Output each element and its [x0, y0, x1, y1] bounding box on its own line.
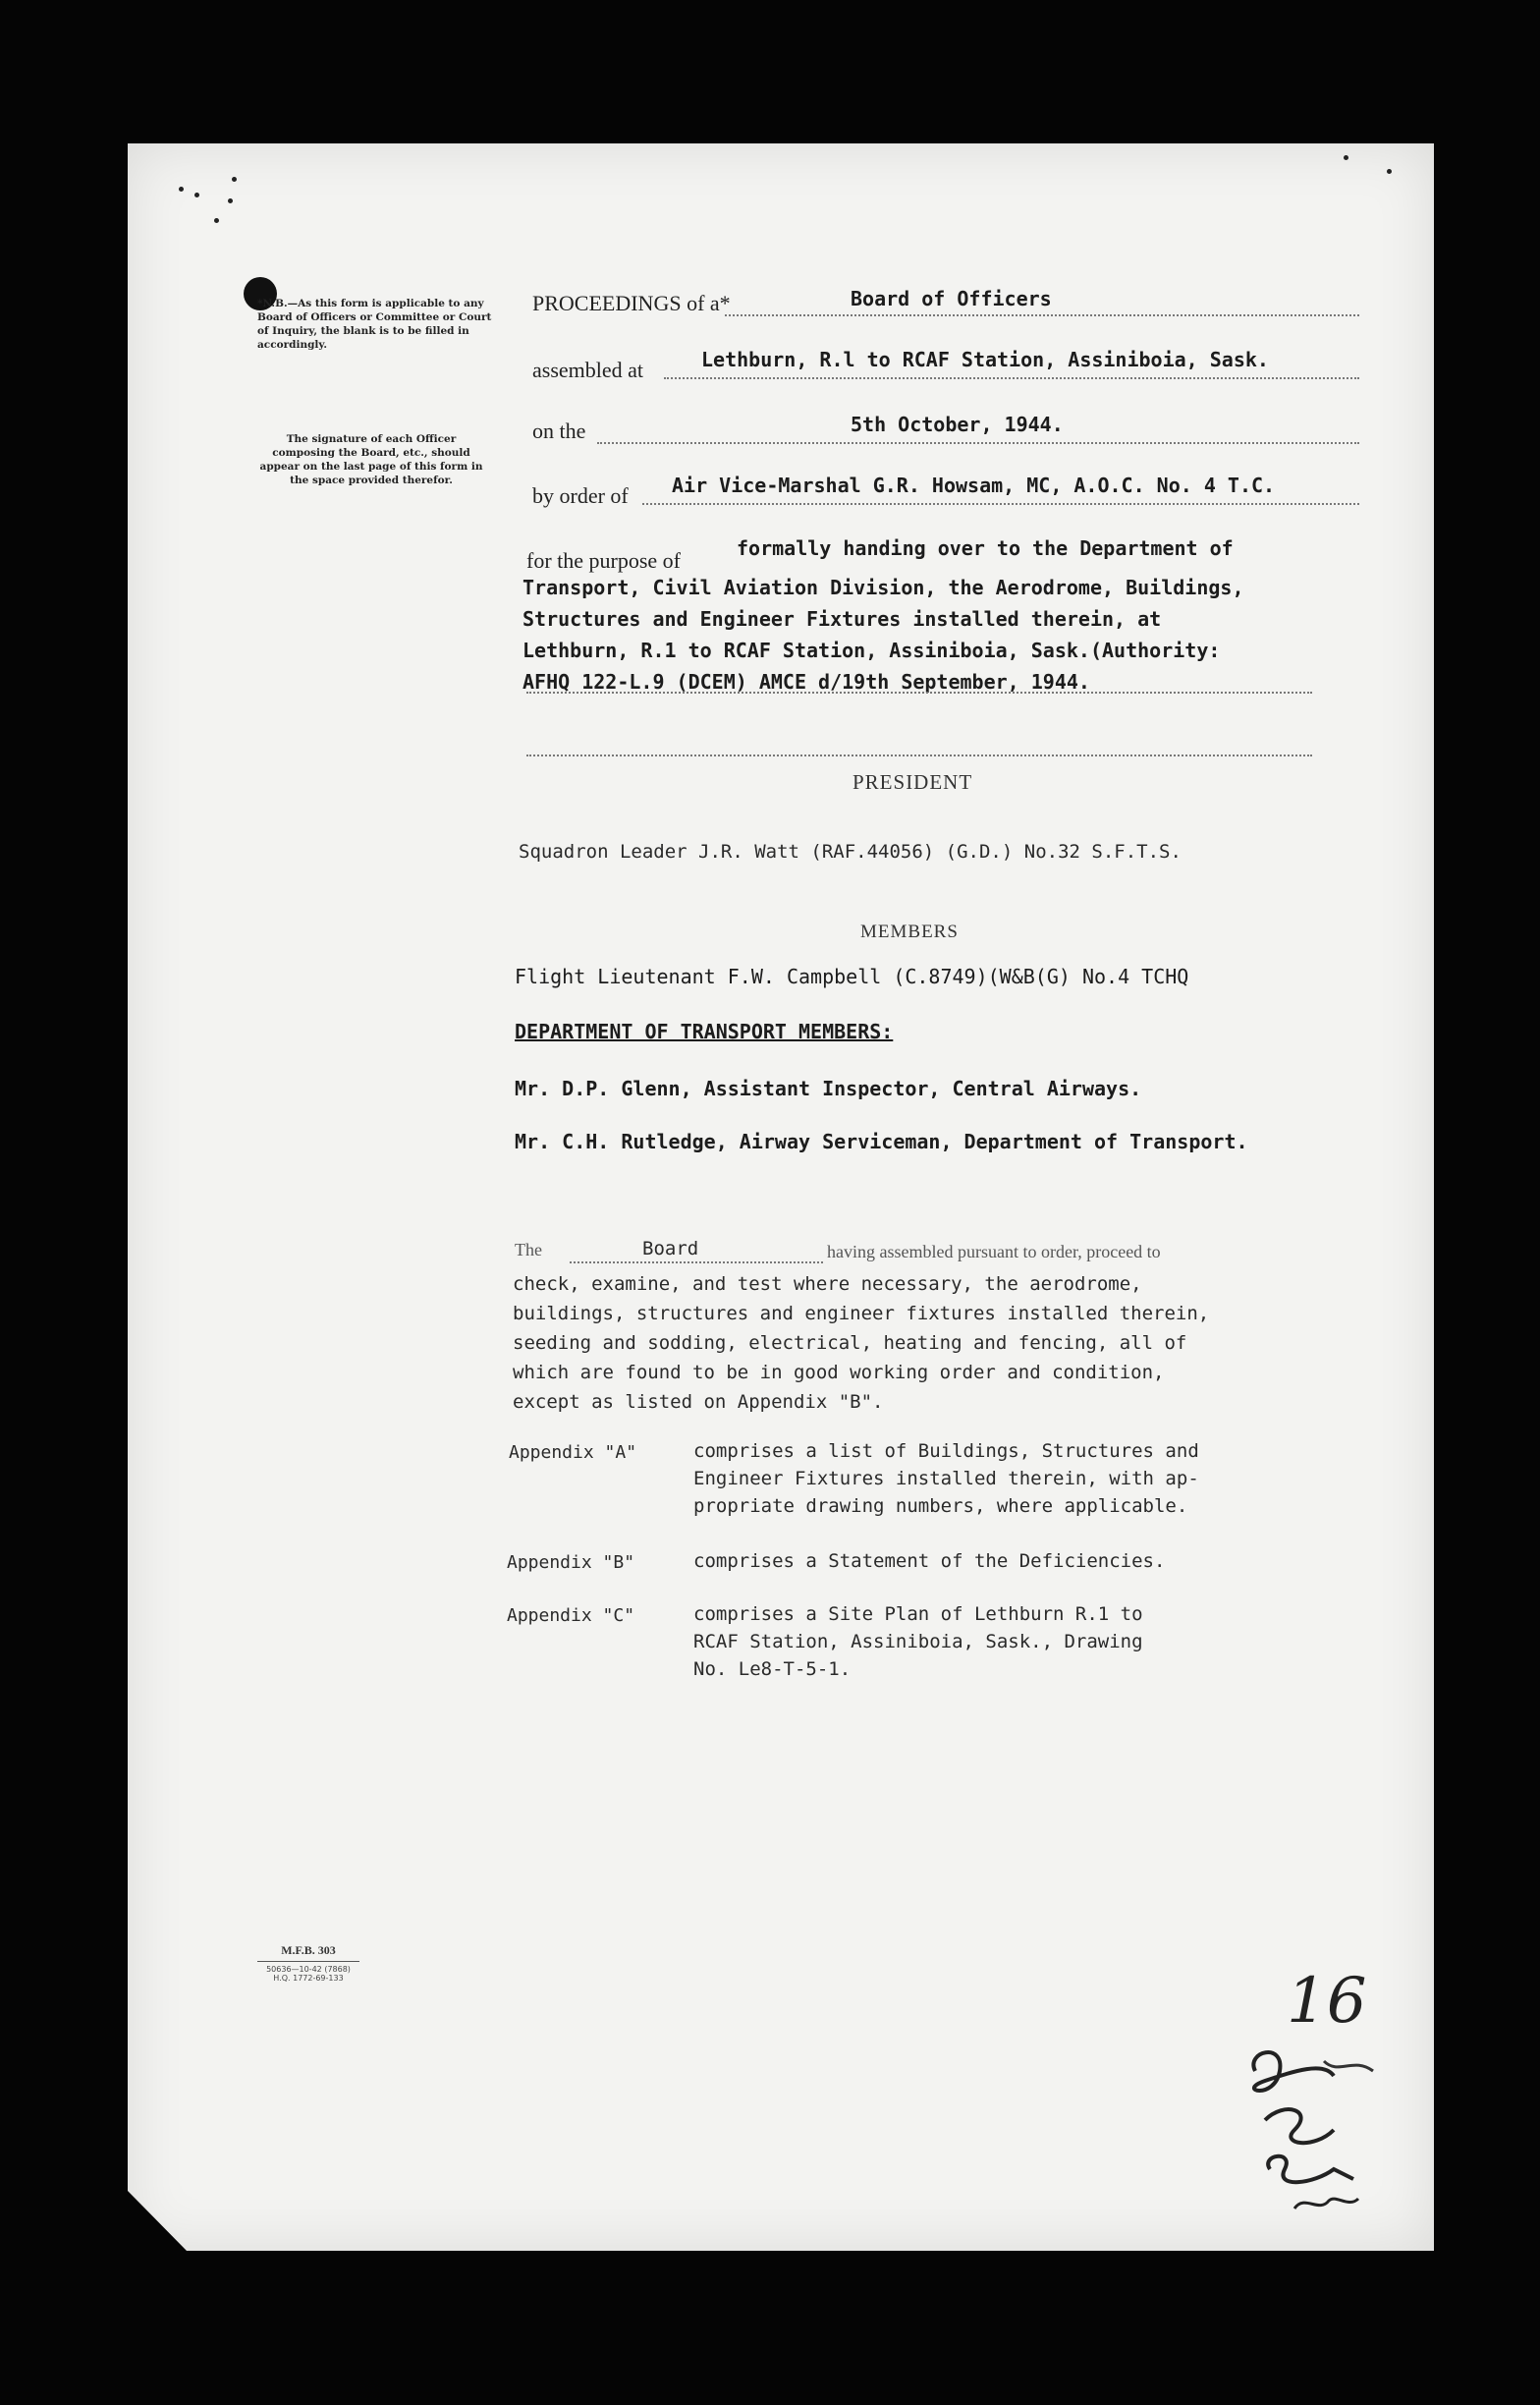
proceedings-value: Board of Officers: [851, 287, 1052, 310]
president-value: Squadron Leader J.R. Watt (RAF.44056) (G.D.) No.32 S.F.T.S.: [519, 841, 1182, 863]
appendix-c-line-2: RCAF Station, Assiniboia, Sask., Drawing: [693, 1631, 1143, 1652]
purpose-line-2: Transport, Civil Aviation Division, the Aerodrome, Buildings,: [522, 576, 1244, 599]
torn-corner: [128, 2191, 187, 2251]
purpose-line-1: formally handing over to the Department of: [737, 536, 1234, 560]
date-label: on the: [532, 419, 586, 443]
scan-speck: [1387, 169, 1392, 174]
scan-speck: [194, 193, 199, 197]
body-line-4: which are found to be in good working order and condition,: [513, 1362, 1165, 1383]
appendix-a-line-1: comprises a list of Buildings, Structures and: [693, 1440, 1199, 1462]
form-ref-rule: [257, 1961, 359, 1962]
assembled-label: assembled at: [532, 358, 644, 382]
body-line-3: seeding and sodding, electrical, heating and fencing, all of: [513, 1332, 1187, 1354]
purpose-line-5: AFHQ 122-L.9 (DCEM) AMCE d/19th September, 1944.: [522, 670, 1090, 694]
purpose-line-4: Lethburn, R.1 to RCAF Station, Assiniboia, Sask.(Authority:: [522, 639, 1221, 662]
body-line-1: check, examine, and test where necessary, the aerodrome,: [513, 1273, 1142, 1295]
purpose-label: for the purpose of: [526, 548, 682, 573]
dot-members-heading: DEPARTMENT OF TRANSPORT MEMBERS:: [515, 1020, 894, 1043]
assembled-value: Lethburn, R.l to RCAF Station, Assiniboia, Sask.: [701, 348, 1269, 371]
appendix-a-label: Appendix "A": [509, 1442, 637, 1463]
members-value: Flight Lieutenant F.W. Campbell (C.8749)(W&B(G) No.4 TCHQ: [515, 965, 1189, 988]
appendix-c-line-1: comprises a Site Plan of Lethburn R.1 to: [693, 1603, 1143, 1625]
appendix-a-line-2: Engineer Fixtures installed therein, with ap-: [693, 1468, 1199, 1489]
scan-speck: [228, 198, 233, 203]
proceedings-line: [725, 314, 1359, 316]
dot-member-1: Mr. D.P. Glenn, Assistant Inspector, Central Airways.: [515, 1077, 1142, 1100]
purpose-underline-1: [526, 692, 1312, 694]
side-note-signature: The signature of each Officer composing the Board, etc., should appear on the last page of this form in the space provided therefor.: [259, 433, 483, 486]
date-line: [597, 442, 1359, 444]
body-board-value: Board: [642, 1238, 699, 1259]
purpose-line-3: Structures and Engineer Fixtures installed therein, at: [522, 607, 1162, 631]
body-assembled-text: having assembled pursuant to order, proceed to: [827, 1242, 1161, 1261]
appendix-b-label: Appendix "B": [507, 1552, 635, 1573]
dot-member-2: Mr. C.H. Rutledge, Airway Serviceman, Department of Transport.: [515, 1130, 1248, 1153]
handwritten-initials: [1226, 2032, 1402, 2228]
form-reference: [249, 1943, 367, 1983]
purpose-underline-2: [526, 755, 1312, 756]
appendix-c-line-3: No. Le8-T-5-1.: [693, 1658, 852, 1680]
form-code: M.F.B. 303: [281, 1943, 336, 1957]
scan-speck: [179, 187, 184, 192]
order-value: Air Vice-Marshal G.R. Howsam, MC, A.O.C. No. 4 T.C.: [672, 474, 1276, 497]
appendix-a-line-3: propriate drawing numbers, where applicable.: [693, 1495, 1188, 1517]
body-the-label: The: [515, 1240, 542, 1259]
body-board-line: [570, 1261, 823, 1263]
order-label: by order of: [532, 483, 629, 508]
members-heading: MEMBERS: [860, 922, 959, 942]
scan-speck: [232, 177, 237, 182]
body-line-2: buildings, structures and engineer fixtures installed therein,: [513, 1303, 1210, 1324]
page-number-handwritten: 16: [1287, 1965, 1367, 2038]
form-ref-line-3: H.Q. 1772-69-133: [273, 1974, 344, 1983]
body-line-5: except as listed on Appendix "B".: [513, 1391, 884, 1413]
form-ref-line-2: 50636—10-42 (7868): [266, 1965, 351, 1974]
scan-speck: [214, 218, 219, 223]
order-line: [642, 503, 1359, 505]
proceedings-label: PROCEEDINGS of a*: [532, 291, 731, 315]
date-value: 5th October, 1944.: [851, 413, 1064, 436]
appendix-c-label: Appendix "C": [507, 1605, 635, 1626]
appendix-b-line-1: comprises a Statement of the Deficiencies.: [693, 1550, 1166, 1572]
scan-speck: [1344, 155, 1348, 160]
president-heading: PRESIDENT: [852, 770, 973, 794]
assembled-line: [664, 377, 1359, 379]
side-note-form-usage: *N.B.—As this form is applicable to any Board of Officers or Committee or Court of Inquiry, the blank is to be filled in accordingly.: [257, 298, 492, 351]
